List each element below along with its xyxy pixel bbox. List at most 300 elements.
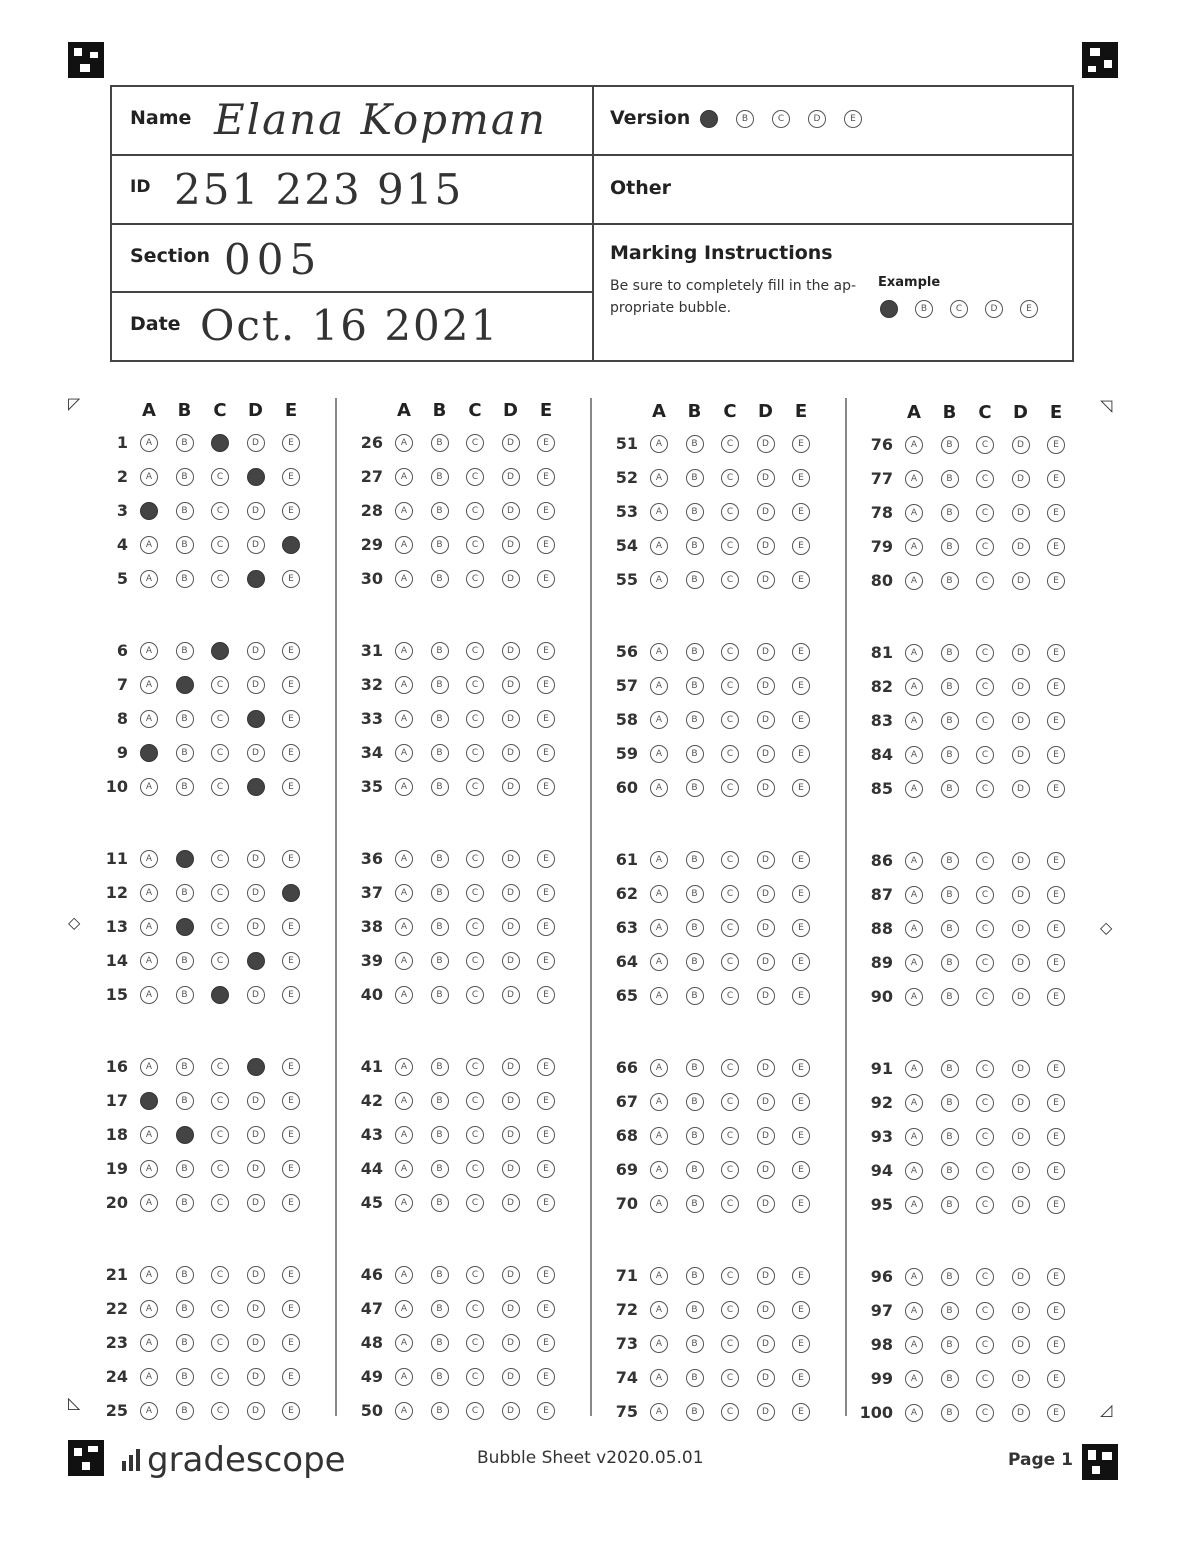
answer-bubble-q57-d[interactable]: D (757, 677, 775, 695)
answer-bubble-q60-e[interactable]: E (792, 779, 810, 797)
answer-bubble-q5-c[interactable]: C (211, 570, 229, 588)
answer-bubble-q85-b[interactable]: B (941, 780, 959, 798)
answer-bubble-q20-e[interactable]: E (282, 1194, 300, 1212)
answer-bubble-q78-b[interactable]: B (941, 504, 959, 522)
answer-bubble-q86-c[interactable]: C (976, 852, 994, 870)
answer-bubble-q28-a[interactable]: A (395, 502, 413, 520)
answer-bubble-q64-d[interactable]: D (757, 953, 775, 971)
answer-bubble-q25-c[interactable]: C (211, 1402, 229, 1420)
answer-bubble-q33-b[interactable]: B (431, 710, 449, 728)
answer-bubble-q85-d[interactable]: D (1012, 780, 1030, 798)
answer-bubble-q62-d[interactable]: D (757, 885, 775, 903)
answer-bubble-q5-e[interactable]: E (282, 570, 300, 588)
answer-bubble-q84-a[interactable]: A (905, 746, 923, 764)
answer-bubble-q29-c[interactable]: C (466, 536, 484, 554)
answer-bubble-q13-d[interactable]: D (247, 918, 265, 936)
answer-bubble-q41-a[interactable]: A (395, 1058, 413, 1076)
answer-bubble-q3-c[interactable]: C (211, 502, 229, 520)
answer-bubble-q22-a[interactable]: A (140, 1300, 158, 1318)
answer-bubble-q86-a[interactable]: A (905, 852, 923, 870)
answer-bubble-q43-a[interactable]: A (395, 1126, 413, 1144)
answer-bubble-q13-c[interactable]: C (211, 918, 229, 936)
answer-bubble-q26-c[interactable]: C (466, 434, 484, 452)
answer-bubble-q19-c[interactable]: C (211, 1160, 229, 1178)
answer-bubble-q17-a[interactable] (140, 1092, 158, 1110)
answer-bubble-q72-a[interactable]: A (650, 1301, 668, 1319)
answer-bubble-q85-c[interactable]: C (976, 780, 994, 798)
answer-bubble-q94-d[interactable]: D (1012, 1162, 1030, 1180)
answer-bubble-q78-a[interactable]: A (905, 504, 923, 522)
answer-bubble-q4-a[interactable]: A (140, 536, 158, 554)
answer-bubble-q78-c[interactable]: C (976, 504, 994, 522)
answer-bubble-q28-e[interactable]: E (537, 502, 555, 520)
answer-bubble-q31-a[interactable]: A (395, 642, 413, 660)
answer-bubble-q36-d[interactable]: D (502, 850, 520, 868)
answer-bubble-q82-e[interactable]: E (1047, 678, 1065, 696)
answer-bubble-q11-b[interactable] (176, 850, 194, 868)
answer-bubble-q12-b[interactable]: B (176, 884, 194, 902)
answer-bubble-q17-e[interactable]: E (282, 1092, 300, 1110)
answer-bubble-q14-d[interactable] (247, 952, 265, 970)
answer-bubble-q100-b[interactable]: B (941, 1404, 959, 1422)
answer-bubble-q82-b[interactable]: B (941, 678, 959, 696)
answer-bubble-q18-a[interactable]: A (140, 1126, 158, 1144)
answer-bubble-q1-b[interactable]: B (176, 434, 194, 452)
answer-bubble-q69-c[interactable]: C (721, 1161, 739, 1179)
answer-bubble-q72-b[interactable]: B (686, 1301, 704, 1319)
answer-bubble-q5-a[interactable]: A (140, 570, 158, 588)
answer-bubble-q83-b[interactable]: B (941, 712, 959, 730)
answer-bubble-q28-b[interactable]: B (431, 502, 449, 520)
answer-bubble-q24-e[interactable]: E (282, 1368, 300, 1386)
answer-bubble-q16-a[interactable]: A (140, 1058, 158, 1076)
answer-bubble-q5-b[interactable]: B (176, 570, 194, 588)
answer-bubble-q12-e[interactable] (282, 884, 300, 902)
answer-bubble-q84-e[interactable]: E (1047, 746, 1065, 764)
answer-bubble-q79-d[interactable]: D (1012, 538, 1030, 556)
answer-bubble-q30-c[interactable]: C (466, 570, 484, 588)
answer-bubble-q19-e[interactable]: E (282, 1160, 300, 1178)
answer-bubble-q37-d[interactable]: D (502, 884, 520, 902)
answer-bubble-q20-d[interactable]: D (247, 1194, 265, 1212)
answer-bubble-q97-e[interactable]: E (1047, 1302, 1065, 1320)
answer-bubble-q36-b[interactable]: B (431, 850, 449, 868)
answer-bubble-q75-c[interactable]: C (721, 1403, 739, 1421)
answer-bubble-q15-e[interactable]: E (282, 986, 300, 1004)
answer-bubble-q35-a[interactable]: A (395, 778, 413, 796)
answer-bubble-q9-d[interactable]: D (247, 744, 265, 762)
answer-bubble-q52-d[interactable]: D (757, 469, 775, 487)
answer-bubble-q1-c[interactable] (211, 434, 229, 452)
answer-bubble-q30-d[interactable]: D (502, 570, 520, 588)
answer-bubble-q51-e[interactable]: E (792, 435, 810, 453)
answer-bubble-q82-d[interactable]: D (1012, 678, 1030, 696)
answer-bubble-q50-a[interactable]: A (395, 1402, 413, 1420)
answer-bubble-q34-c[interactable]: C (466, 744, 484, 762)
answer-bubble-q69-e[interactable]: E (792, 1161, 810, 1179)
answer-bubble-q27-a[interactable]: A (395, 468, 413, 486)
answer-bubble-q4-d[interactable]: D (247, 536, 265, 554)
answer-bubble-q63-b[interactable]: B (686, 919, 704, 937)
answer-bubble-q91-a[interactable]: A (905, 1060, 923, 1078)
answer-bubble-q2-d[interactable] (247, 468, 265, 486)
answer-bubble-q52-b[interactable]: B (686, 469, 704, 487)
answer-bubble-q59-a[interactable]: A (650, 745, 668, 763)
answer-bubble-q38-d[interactable]: D (502, 918, 520, 936)
answer-bubble-q67-b[interactable]: B (686, 1093, 704, 1111)
answer-bubble-q64-b[interactable]: B (686, 953, 704, 971)
answer-bubble-q27-b[interactable]: B (431, 468, 449, 486)
answer-bubble-q96-b[interactable]: B (941, 1268, 959, 1286)
answer-bubble-q54-c[interactable]: C (721, 537, 739, 555)
version-bubble-c[interactable]: C (772, 110, 790, 128)
answer-bubble-q43-c[interactable]: C (466, 1126, 484, 1144)
answer-bubble-q31-b[interactable]: B (431, 642, 449, 660)
answer-bubble-q26-d[interactable]: D (502, 434, 520, 452)
answer-bubble-q60-a[interactable]: A (650, 779, 668, 797)
answer-bubble-q16-b[interactable]: B (176, 1058, 194, 1076)
answer-bubble-q9-b[interactable]: B (176, 744, 194, 762)
answer-bubble-q31-e[interactable]: E (537, 642, 555, 660)
answer-bubble-q35-e[interactable]: E (537, 778, 555, 796)
answer-bubble-q61-c[interactable]: C (721, 851, 739, 869)
answer-bubble-q47-e[interactable]: E (537, 1300, 555, 1318)
answer-bubble-q26-b[interactable]: B (431, 434, 449, 452)
answer-bubble-q97-d[interactable]: D (1012, 1302, 1030, 1320)
answer-bubble-q25-a[interactable]: A (140, 1402, 158, 1420)
answer-bubble-q25-e[interactable]: E (282, 1402, 300, 1420)
answer-bubble-q52-a[interactable]: A (650, 469, 668, 487)
answer-bubble-q45-c[interactable]: C (466, 1194, 484, 1212)
answer-bubble-q48-c[interactable]: C (466, 1334, 484, 1352)
answer-bubble-q94-a[interactable]: A (905, 1162, 923, 1180)
answer-bubble-q33-a[interactable]: A (395, 710, 413, 728)
answer-bubble-q84-c[interactable]: C (976, 746, 994, 764)
answer-bubble-q93-c[interactable]: C (976, 1128, 994, 1146)
answer-bubble-q41-d[interactable]: D (502, 1058, 520, 1076)
answer-bubble-q12-a[interactable]: A (140, 884, 158, 902)
answer-bubble-q57-c[interactable]: C (721, 677, 739, 695)
answer-bubble-q34-d[interactable]: D (502, 744, 520, 762)
answer-bubble-q22-c[interactable]: C (211, 1300, 229, 1318)
answer-bubble-q33-e[interactable]: E (537, 710, 555, 728)
answer-bubble-q82-c[interactable]: C (976, 678, 994, 696)
answer-bubble-q51-c[interactable]: C (721, 435, 739, 453)
answer-bubble-q56-a[interactable]: A (650, 643, 668, 661)
answer-bubble-q7-c[interactable]: C (211, 676, 229, 694)
answer-bubble-q94-c[interactable]: C (976, 1162, 994, 1180)
answer-bubble-q11-e[interactable]: E (282, 850, 300, 868)
answer-bubble-q84-d[interactable]: D (1012, 746, 1030, 764)
answer-bubble-q48-e[interactable]: E (537, 1334, 555, 1352)
answer-bubble-q55-b[interactable]: B (686, 571, 704, 589)
answer-bubble-q42-c[interactable]: C (466, 1092, 484, 1110)
answer-bubble-q30-a[interactable]: A (395, 570, 413, 588)
answer-bubble-q85-e[interactable]: E (1047, 780, 1065, 798)
answer-bubble-q7-d[interactable]: D (247, 676, 265, 694)
answer-bubble-q65-c[interactable]: C (721, 987, 739, 1005)
answer-bubble-q75-b[interactable]: B (686, 1403, 704, 1421)
answer-bubble-q39-e[interactable]: E (537, 952, 555, 970)
answer-bubble-q27-d[interactable]: D (502, 468, 520, 486)
answer-bubble-q93-b[interactable]: B (941, 1128, 959, 1146)
answer-bubble-q58-b[interactable]: B (686, 711, 704, 729)
answer-bubble-q81-b[interactable]: B (941, 644, 959, 662)
answer-bubble-q97-b[interactable]: B (941, 1302, 959, 1320)
answer-bubble-q76-a[interactable]: A (905, 436, 923, 454)
answer-bubble-q8-a[interactable]: A (140, 710, 158, 728)
answer-bubble-q93-a[interactable]: A (905, 1128, 923, 1146)
answer-bubble-q15-c[interactable] (211, 986, 229, 1004)
answer-bubble-q4-b[interactable]: B (176, 536, 194, 554)
answer-bubble-q72-e[interactable]: E (792, 1301, 810, 1319)
answer-bubble-q82-a[interactable]: A (905, 678, 923, 696)
answer-bubble-q75-d[interactable]: D (757, 1403, 775, 1421)
answer-bubble-q88-a[interactable]: A (905, 920, 923, 938)
answer-bubble-q96-c[interactable]: C (976, 1268, 994, 1286)
answer-bubble-q26-a[interactable]: A (395, 434, 413, 452)
version-bubble-b[interactable]: B (736, 110, 754, 128)
answer-bubble-q71-a[interactable]: A (650, 1267, 668, 1285)
answer-bubble-q70-a[interactable]: A (650, 1195, 668, 1213)
answer-bubble-q40-e[interactable]: E (537, 986, 555, 1004)
answer-bubble-q74-b[interactable]: B (686, 1369, 704, 1387)
answer-bubble-q6-a[interactable]: A (140, 642, 158, 660)
answer-bubble-q46-d[interactable]: D (502, 1266, 520, 1284)
answer-bubble-q96-a[interactable]: A (905, 1268, 923, 1286)
answer-bubble-q6-e[interactable]: E (282, 642, 300, 660)
answer-bubble-q31-d[interactable]: D (502, 642, 520, 660)
answer-bubble-q44-d[interactable]: D (502, 1160, 520, 1178)
answer-bubble-q56-b[interactable]: B (686, 643, 704, 661)
answer-bubble-q68-c[interactable]: C (721, 1127, 739, 1145)
answer-bubble-q50-d[interactable]: D (502, 1402, 520, 1420)
answer-bubble-q9-a[interactable] (140, 744, 158, 762)
answer-bubble-q87-e[interactable]: E (1047, 886, 1065, 904)
answer-bubble-q61-a[interactable]: A (650, 851, 668, 869)
answer-bubble-q37-b[interactable]: B (431, 884, 449, 902)
answer-bubble-q88-e[interactable]: E (1047, 920, 1065, 938)
answer-bubble-q83-c[interactable]: C (976, 712, 994, 730)
answer-bubble-q49-e[interactable]: E (537, 1368, 555, 1386)
answer-bubble-q80-b[interactable]: B (941, 572, 959, 590)
answer-bubble-q53-a[interactable]: A (650, 503, 668, 521)
answer-bubble-q21-a[interactable]: A (140, 1266, 158, 1284)
answer-bubble-q25-b[interactable]: B (176, 1402, 194, 1420)
answer-bubble-q22-b[interactable]: B (176, 1300, 194, 1318)
answer-bubble-q89-e[interactable]: E (1047, 954, 1065, 972)
answer-bubble-q68-b[interactable]: B (686, 1127, 704, 1145)
answer-bubble-q26-e[interactable]: E (537, 434, 555, 452)
answer-bubble-q90-b[interactable]: B (941, 988, 959, 1006)
answer-bubble-q16-d[interactable] (247, 1058, 265, 1076)
answer-bubble-q45-b[interactable]: B (431, 1194, 449, 1212)
answer-bubble-q100-a[interactable]: A (905, 1404, 923, 1422)
answer-bubble-q70-e[interactable]: E (792, 1195, 810, 1213)
answer-bubble-q35-b[interactable]: B (431, 778, 449, 796)
answer-bubble-q64-a[interactable]: A (650, 953, 668, 971)
answer-bubble-q77-c[interactable]: C (976, 470, 994, 488)
answer-bubble-q81-d[interactable]: D (1012, 644, 1030, 662)
answer-bubble-q81-c[interactable]: C (976, 644, 994, 662)
answer-bubble-q17-d[interactable]: D (247, 1092, 265, 1110)
answer-bubble-q92-a[interactable]: A (905, 1094, 923, 1112)
answer-bubble-q11-a[interactable]: A (140, 850, 158, 868)
answer-bubble-q2-e[interactable]: E (282, 468, 300, 486)
answer-bubble-q71-d[interactable]: D (757, 1267, 775, 1285)
answer-bubble-q63-e[interactable]: E (792, 919, 810, 937)
answer-bubble-q89-c[interactable]: C (976, 954, 994, 972)
answer-bubble-q65-a[interactable]: A (650, 987, 668, 1005)
answer-bubble-q10-d[interactable] (247, 778, 265, 796)
answer-bubble-q67-c[interactable]: C (721, 1093, 739, 1111)
answer-bubble-q78-e[interactable]: E (1047, 504, 1065, 522)
answer-bubble-q51-d[interactable]: D (757, 435, 775, 453)
answer-bubble-q43-d[interactable]: D (502, 1126, 520, 1144)
answer-bubble-q61-d[interactable]: D (757, 851, 775, 869)
answer-bubble-q99-e[interactable]: E (1047, 1370, 1065, 1388)
answer-bubble-q13-e[interactable]: E (282, 918, 300, 936)
answer-bubble-q32-b[interactable]: B (431, 676, 449, 694)
answer-bubble-q80-a[interactable]: A (905, 572, 923, 590)
answer-bubble-q10-a[interactable]: A (140, 778, 158, 796)
answer-bubble-q99-b[interactable]: B (941, 1370, 959, 1388)
answer-bubble-q20-c[interactable]: C (211, 1194, 229, 1212)
answer-bubble-q36-a[interactable]: A (395, 850, 413, 868)
answer-bubble-q65-b[interactable]: B (686, 987, 704, 1005)
answer-bubble-q56-c[interactable]: C (721, 643, 739, 661)
answer-bubble-q48-b[interactable]: B (431, 1334, 449, 1352)
answer-bubble-q46-e[interactable]: E (537, 1266, 555, 1284)
answer-bubble-q37-c[interactable]: C (466, 884, 484, 902)
answer-bubble-q42-b[interactable]: B (431, 1092, 449, 1110)
answer-bubble-q42-a[interactable]: A (395, 1092, 413, 1110)
answer-bubble-q13-a[interactable]: A (140, 918, 158, 936)
answer-bubble-q94-b[interactable]: B (941, 1162, 959, 1180)
answer-bubble-q71-c[interactable]: C (721, 1267, 739, 1285)
answer-bubble-q86-b[interactable]: B (941, 852, 959, 870)
answer-bubble-q70-c[interactable]: C (721, 1195, 739, 1213)
answer-bubble-q95-e[interactable]: E (1047, 1196, 1065, 1214)
answer-bubble-q83-a[interactable]: A (905, 712, 923, 730)
answer-bubble-q68-a[interactable]: A (650, 1127, 668, 1145)
answer-bubble-q95-a[interactable]: A (905, 1196, 923, 1214)
answer-bubble-q41-c[interactable]: C (466, 1058, 484, 1076)
answer-bubble-q42-e[interactable]: E (537, 1092, 555, 1110)
answer-bubble-q48-a[interactable]: A (395, 1334, 413, 1352)
answer-bubble-q54-a[interactable]: A (650, 537, 668, 555)
answer-bubble-q100-c[interactable]: C (976, 1404, 994, 1422)
answer-bubble-q38-e[interactable]: E (537, 918, 555, 936)
answer-bubble-q99-c[interactable]: C (976, 1370, 994, 1388)
answer-bubble-q8-e[interactable]: E (282, 710, 300, 728)
answer-bubble-q33-d[interactable]: D (502, 710, 520, 728)
answer-bubble-q3-e[interactable]: E (282, 502, 300, 520)
answer-bubble-q77-e[interactable]: E (1047, 470, 1065, 488)
answer-bubble-q97-a[interactable]: A (905, 1302, 923, 1320)
answer-bubble-q73-b[interactable]: B (686, 1335, 704, 1353)
answer-bubble-q15-a[interactable]: A (140, 986, 158, 1004)
date-value[interactable]: Oct. 16 2021 (200, 301, 500, 350)
answer-bubble-q40-a[interactable]: A (395, 986, 413, 1004)
answer-bubble-q56-d[interactable]: D (757, 643, 775, 661)
answer-bubble-q88-b[interactable]: B (941, 920, 959, 938)
answer-bubble-q63-d[interactable]: D (757, 919, 775, 937)
answer-bubble-q29-e[interactable]: E (537, 536, 555, 554)
answer-bubble-q58-d[interactable]: D (757, 711, 775, 729)
answer-bubble-q95-d[interactable]: D (1012, 1196, 1030, 1214)
answer-bubble-q15-b[interactable]: B (176, 986, 194, 1004)
answer-bubble-q2-a[interactable]: A (140, 468, 158, 486)
answer-bubble-q38-b[interactable]: B (431, 918, 449, 936)
answer-bubble-q98-e[interactable]: E (1047, 1336, 1065, 1354)
answer-bubble-q32-c[interactable]: C (466, 676, 484, 694)
answer-bubble-q59-d[interactable]: D (757, 745, 775, 763)
answer-bubble-q40-c[interactable]: C (466, 986, 484, 1004)
answer-bubble-q77-b[interactable]: B (941, 470, 959, 488)
answer-bubble-q73-d[interactable]: D (757, 1335, 775, 1353)
answer-bubble-q69-d[interactable]: D (757, 1161, 775, 1179)
answer-bubble-q3-d[interactable]: D (247, 502, 265, 520)
answer-bubble-q11-c[interactable]: C (211, 850, 229, 868)
answer-bubble-q17-b[interactable]: B (176, 1092, 194, 1110)
answer-bubble-q76-b[interactable]: B (941, 436, 959, 454)
answer-bubble-q7-e[interactable]: E (282, 676, 300, 694)
answer-bubble-q86-d[interactable]: D (1012, 852, 1030, 870)
answer-bubble-q63-c[interactable]: C (721, 919, 739, 937)
answer-bubble-q70-d[interactable]: D (757, 1195, 775, 1213)
answer-bubble-q2-c[interactable]: C (211, 468, 229, 486)
answer-bubble-q69-a[interactable]: A (650, 1161, 668, 1179)
answer-bubble-q62-c[interactable]: C (721, 885, 739, 903)
answer-bubble-q18-c[interactable]: C (211, 1126, 229, 1144)
answer-bubble-q44-a[interactable]: A (395, 1160, 413, 1178)
name-value[interactable]: Elana Kopman (214, 95, 547, 144)
answer-bubble-q30-b[interactable]: B (431, 570, 449, 588)
answer-bubble-q69-b[interactable]: B (686, 1161, 704, 1179)
answer-bubble-q23-d[interactable]: D (247, 1334, 265, 1352)
answer-bubble-q58-c[interactable]: C (721, 711, 739, 729)
answer-bubble-q1-d[interactable]: D (247, 434, 265, 452)
answer-bubble-q54-b[interactable]: B (686, 537, 704, 555)
answer-bubble-q55-e[interactable]: E (792, 571, 810, 589)
answer-bubble-q73-c[interactable]: C (721, 1335, 739, 1353)
answer-bubble-q87-a[interactable]: A (905, 886, 923, 904)
answer-bubble-q21-b[interactable]: B (176, 1266, 194, 1284)
answer-bubble-q47-b[interactable]: B (431, 1300, 449, 1318)
answer-bubble-q44-e[interactable]: E (537, 1160, 555, 1178)
answer-bubble-q8-b[interactable]: B (176, 710, 194, 728)
answer-bubble-q1-a[interactable]: A (140, 434, 158, 452)
answer-bubble-q98-b[interactable]: B (941, 1336, 959, 1354)
answer-bubble-q10-b[interactable]: B (176, 778, 194, 796)
answer-bubble-q67-d[interactable]: D (757, 1093, 775, 1111)
answer-bubble-q53-c[interactable]: C (721, 503, 739, 521)
answer-bubble-q29-d[interactable]: D (502, 536, 520, 554)
answer-bubble-q46-b[interactable]: B (431, 1266, 449, 1284)
answer-bubble-q16-c[interactable]: C (211, 1058, 229, 1076)
answer-bubble-q8-c[interactable]: C (211, 710, 229, 728)
answer-bubble-q89-a[interactable]: A (905, 954, 923, 972)
answer-bubble-q17-c[interactable]: C (211, 1092, 229, 1110)
answer-bubble-q53-b[interactable]: B (686, 503, 704, 521)
answer-bubble-q24-c[interactable]: C (211, 1368, 229, 1386)
answer-bubble-q33-c[interactable]: C (466, 710, 484, 728)
answer-bubble-q20-b[interactable]: B (176, 1194, 194, 1212)
answer-bubble-q76-d[interactable]: D (1012, 436, 1030, 454)
id-value[interactable]: 251 223 915 (174, 165, 464, 214)
answer-bubble-q41-b[interactable]: B (431, 1058, 449, 1076)
